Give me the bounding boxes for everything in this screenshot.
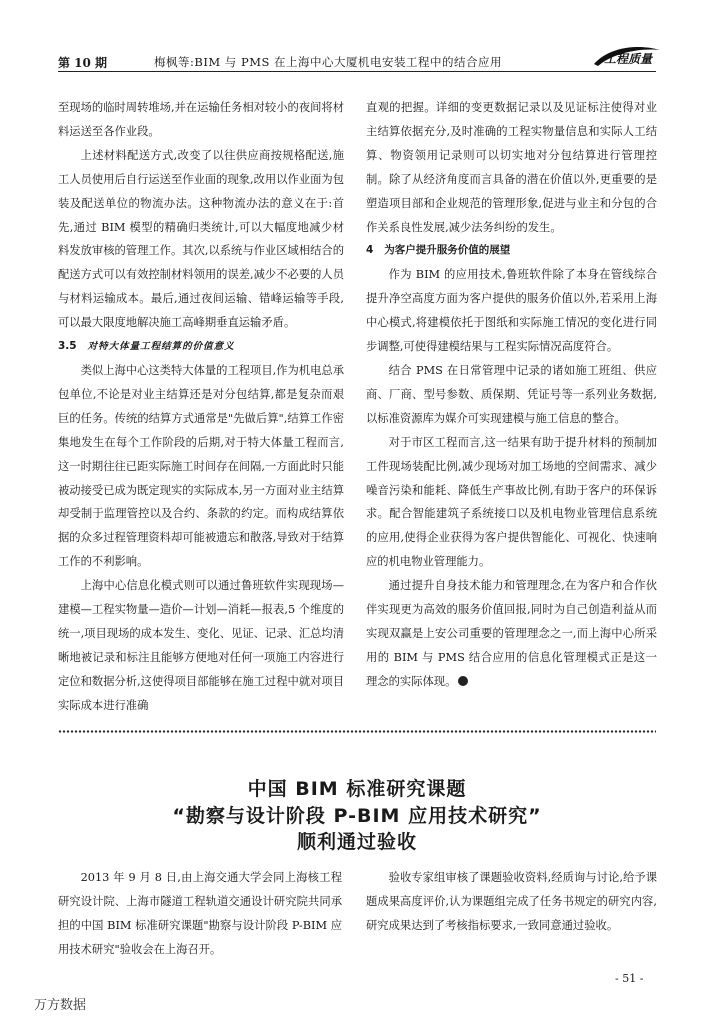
logo-text: 工程质量 (604, 52, 653, 66)
dotted-divider (58, 729, 656, 735)
news-left-column (58, 866, 342, 962)
left-column (58, 96, 344, 718)
page-number: - 51 - (615, 972, 644, 985)
paragraph: 作为 BIM 的应用技术,鲁班软件除了本身在管线综合提升净空高度方面为客户提供的服务价值以外,若采用上海中心模式,将建模依托于图纸和实际施工情况的变化进行同步调整,可使得建模结果与工程实际情况高度符合。 (366, 268, 657, 354)
news-title-line2: “勘察与设计阶段 P-BIM 应用技术研究” (172, 805, 542, 827)
paragraph: 结合 PMS 在日常管理中记录的诸如施工班组、供应商、厂商、型号参数、质保期、凭证号等一系列业务数据,以标准资源库为媒介可实现建模与施工信息的整合。 (366, 363, 657, 425)
section-number: 3.5 (58, 340, 77, 353)
page-header (58, 40, 658, 70)
paragraph-text: 通过提升自身技术能力和管理理念,在为客户和合作伙伴实现更为高效的服务价值回报,同时为自己创造利益从而实现双赢是上安公司重要的管理理念之一,而上海中心所采用的 BIM 与 PMS 结合应用的信息化管理模式正是这一理念的实际体现。 (366, 579, 657, 688)
section-number: 4 (366, 244, 374, 257)
paragraph: 上述材料配送方式,改变了以往供应商按规格配送,施工人员使用后自行运送至作业面的现象,改用以作业面为包装及配送单位的物流办法。这种物流办法的意义在于:首先,通过 BIM 模型的精确归类统计,可以大幅度地减少材料发放审核的管理工作。其次,以系统与作业区域相结合的配送方式可以有效控制材料领用的误差,减少不必要的人员与材料运输成本。最后,通过夜间运输、错峰运输等手段,可以最大限度地解决施工高峰期垂直运输矛盾。 (58, 148, 345, 330)
paragraph-last (366, 574, 657, 694)
paragraph: 上海中心信息化模式则可以通过鲁班软件实现现场—建模—工程实物量—造价—计划—消耗—报表,5 个维度的统一,项目现场的成本发生、变化、见证、记录、汇总均清晰地被记录和标注且能够方便地对任何一项施工内容进行定位和数据分析,这使得项目部能够在施工过程中就对项目实际成本进行准确 (58, 579, 345, 712)
section-title: 为客户提升服务价值的展望 (384, 244, 511, 257)
paragraph: 类似上海中心这类特大体量的工程项目,作为机电总承包单位,不论是对业主结算还是对分包结算,都是复杂而艰巨的任务。传统的结算方式通常是"先做后算",结算工作密集地发生在每个工作阶段的后期,对于特大体量工程而言,这一时期往往已距实际施工时间存在间隔,一方面此时只能被动接受已成为既定现实的实际成本,另一方面对业主结算却受制于监理管控以及合约、条款的约定。而构成结算依据的众多过程管理资料却可能被遗忘和散落,导致对于结算工作的不利影响。 (58, 363, 345, 569)
news-right-column (366, 866, 657, 938)
paragraph: 直观的把握。详细的变更数据记录以及见证标注使得对业主结算依据充分,及时准确的工程实物量信息和实际人工结算、物资领用记录则可以切实地对分包结算进行管理控制。除了从经济角度而言具备的潜在价值以外,更重要的是塑造项目部和企业规范的管理形象,促进与业主和分包的合作关系良性发展,减少法务纠纷的发生。 (366, 101, 657, 234)
logo-swoosh-icon (590, 42, 662, 72)
end-mark-icon (458, 676, 468, 686)
section-heading (366, 239, 657, 263)
section-title: 对特大体量工程结算的价值意义 (87, 341, 235, 353)
issue-number: 第 10 期 (58, 56, 108, 70)
running-title: 梅枫等:BIM 与 PMS 在上海中心大厦机电安装工程中的结合应用 (154, 55, 502, 69)
section-heading (58, 335, 344, 359)
right-column (366, 96, 657, 694)
news-title-line3: 顺利通过验收 (296, 831, 417, 853)
header-rule (58, 71, 656, 72)
journal-logo (590, 42, 662, 72)
news-paragraph: 验收专家组审核了课题验收资料,经质询与讨论,给予课题成果高度评价,认为课题组完成了任务书规定的研究内容,研究成果达到了考核指标要求,一致同意通过验收。 (366, 871, 657, 932)
news-title-line1: 中国 BIM 标准研究课题 (247, 778, 467, 800)
paragraph: 至现场的临时周转堆场,并在运输任务相对较小的夜间将材料运送至各作业段。 (58, 101, 345, 138)
news-paragraph: 2013 年 9 月 8 日,由上海交通大学会同上海核工程研究设计院、上海市隧道工程轨道交通设计研究院共同承担的中国 BIM 标准研究课题"勘察与设计阶段 P-BIM 应用技术研究"验收会在上海召开。 (58, 871, 342, 956)
watermark: 万方数据 (34, 998, 87, 1013)
paragraph: 对于市区工程而言,这一结果有助于提升材料的预制加工件现场装配比例,减少现场对加工场地的空间需求、减少噪音污染和能耗、降低生产事故比例,有助于客户的环保诉求。配合智能建筑子系统接口以及机电物业管理信息系统的应用,使得企业获得为客户提供智能化、可视化、快速响应的机电物业管理能力。 (366, 435, 657, 569)
